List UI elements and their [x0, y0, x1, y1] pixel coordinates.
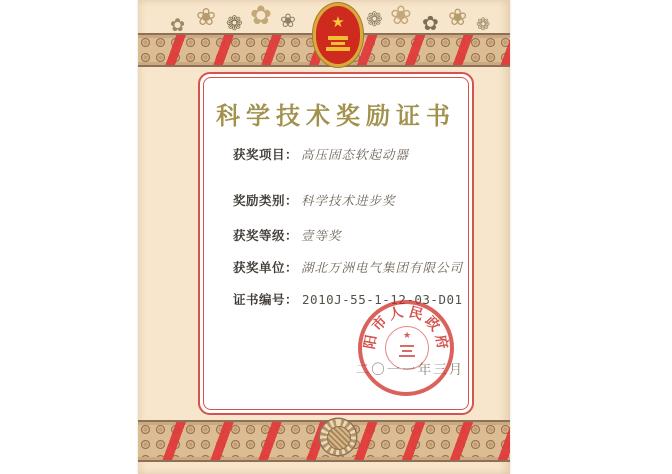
field-value: 湖北万洲电气集团有限公司 [301, 260, 464, 275]
seal-character: 民 [407, 304, 425, 324]
seal-character: 阳 [361, 333, 381, 351]
seal-emblem-gate [399, 355, 415, 357]
certificate-sheet [138, 0, 510, 474]
field-award-grade [233, 226, 342, 244]
field-label: 获奖单位： [233, 261, 299, 275]
flower-icon: ✿ [170, 15, 186, 35]
emblem-gate [328, 36, 348, 40]
seal-character: 政 [421, 313, 443, 335]
rosette-ornament [320, 419, 356, 455]
certificate-title: 科学技术奖励证书 [216, 101, 456, 130]
seal-character: 人 [387, 304, 405, 324]
field-value: 科学技术进步奖 [301, 193, 396, 208]
emblem-gate [331, 42, 345, 45]
seal-emblem-icon [385, 326, 429, 370]
certificate-page [198, 72, 474, 415]
field-award-project [233, 145, 409, 163]
field-label: 获奖等级： [233, 229, 299, 243]
flower-icon: ❁ [226, 13, 243, 35]
seal-star-icon: ★ [402, 330, 412, 340]
flower-icon: ❀ [196, 4, 217, 31]
national-emblem-icon [310, 1, 362, 67]
flower-icon: ❀ [280, 11, 296, 32]
seal-character: 市 [369, 313, 391, 335]
field-award-category [233, 191, 396, 209]
emblem-shield [313, 3, 363, 67]
flower-icon: ❀ [390, 0, 412, 30]
flower-icon: ❀ [448, 4, 468, 30]
flower-icon: ❁ [476, 15, 491, 34]
issue-date: 二〇一一年三月 [355, 362, 465, 377]
seal-emblem-gate [402, 350, 412, 352]
emblem-gate [326, 47, 350, 51]
seal-character: 府 [431, 333, 451, 351]
emblem-star-icon: ★ [331, 14, 345, 31]
seal-emblem-gate [400, 345, 414, 347]
government-seal [358, 300, 454, 396]
flower-icon: ✿ [250, 0, 272, 30]
field-label: 获奖项目： [233, 148, 299, 162]
field-label: 奖励类别： [233, 194, 299, 208]
flower-icon: ❁ [366, 9, 383, 31]
field-label: 证书编号： [233, 293, 299, 307]
field-value: 高压固态软起动器 [301, 147, 410, 162]
field-value: 2010J-55-1-12-03-D01 [302, 292, 463, 307]
field-value: 壹等奖 [301, 228, 342, 243]
flower-icon: ✿ [422, 13, 439, 35]
rosette-core [327, 426, 351, 450]
field-award-unit [233, 258, 463, 276]
